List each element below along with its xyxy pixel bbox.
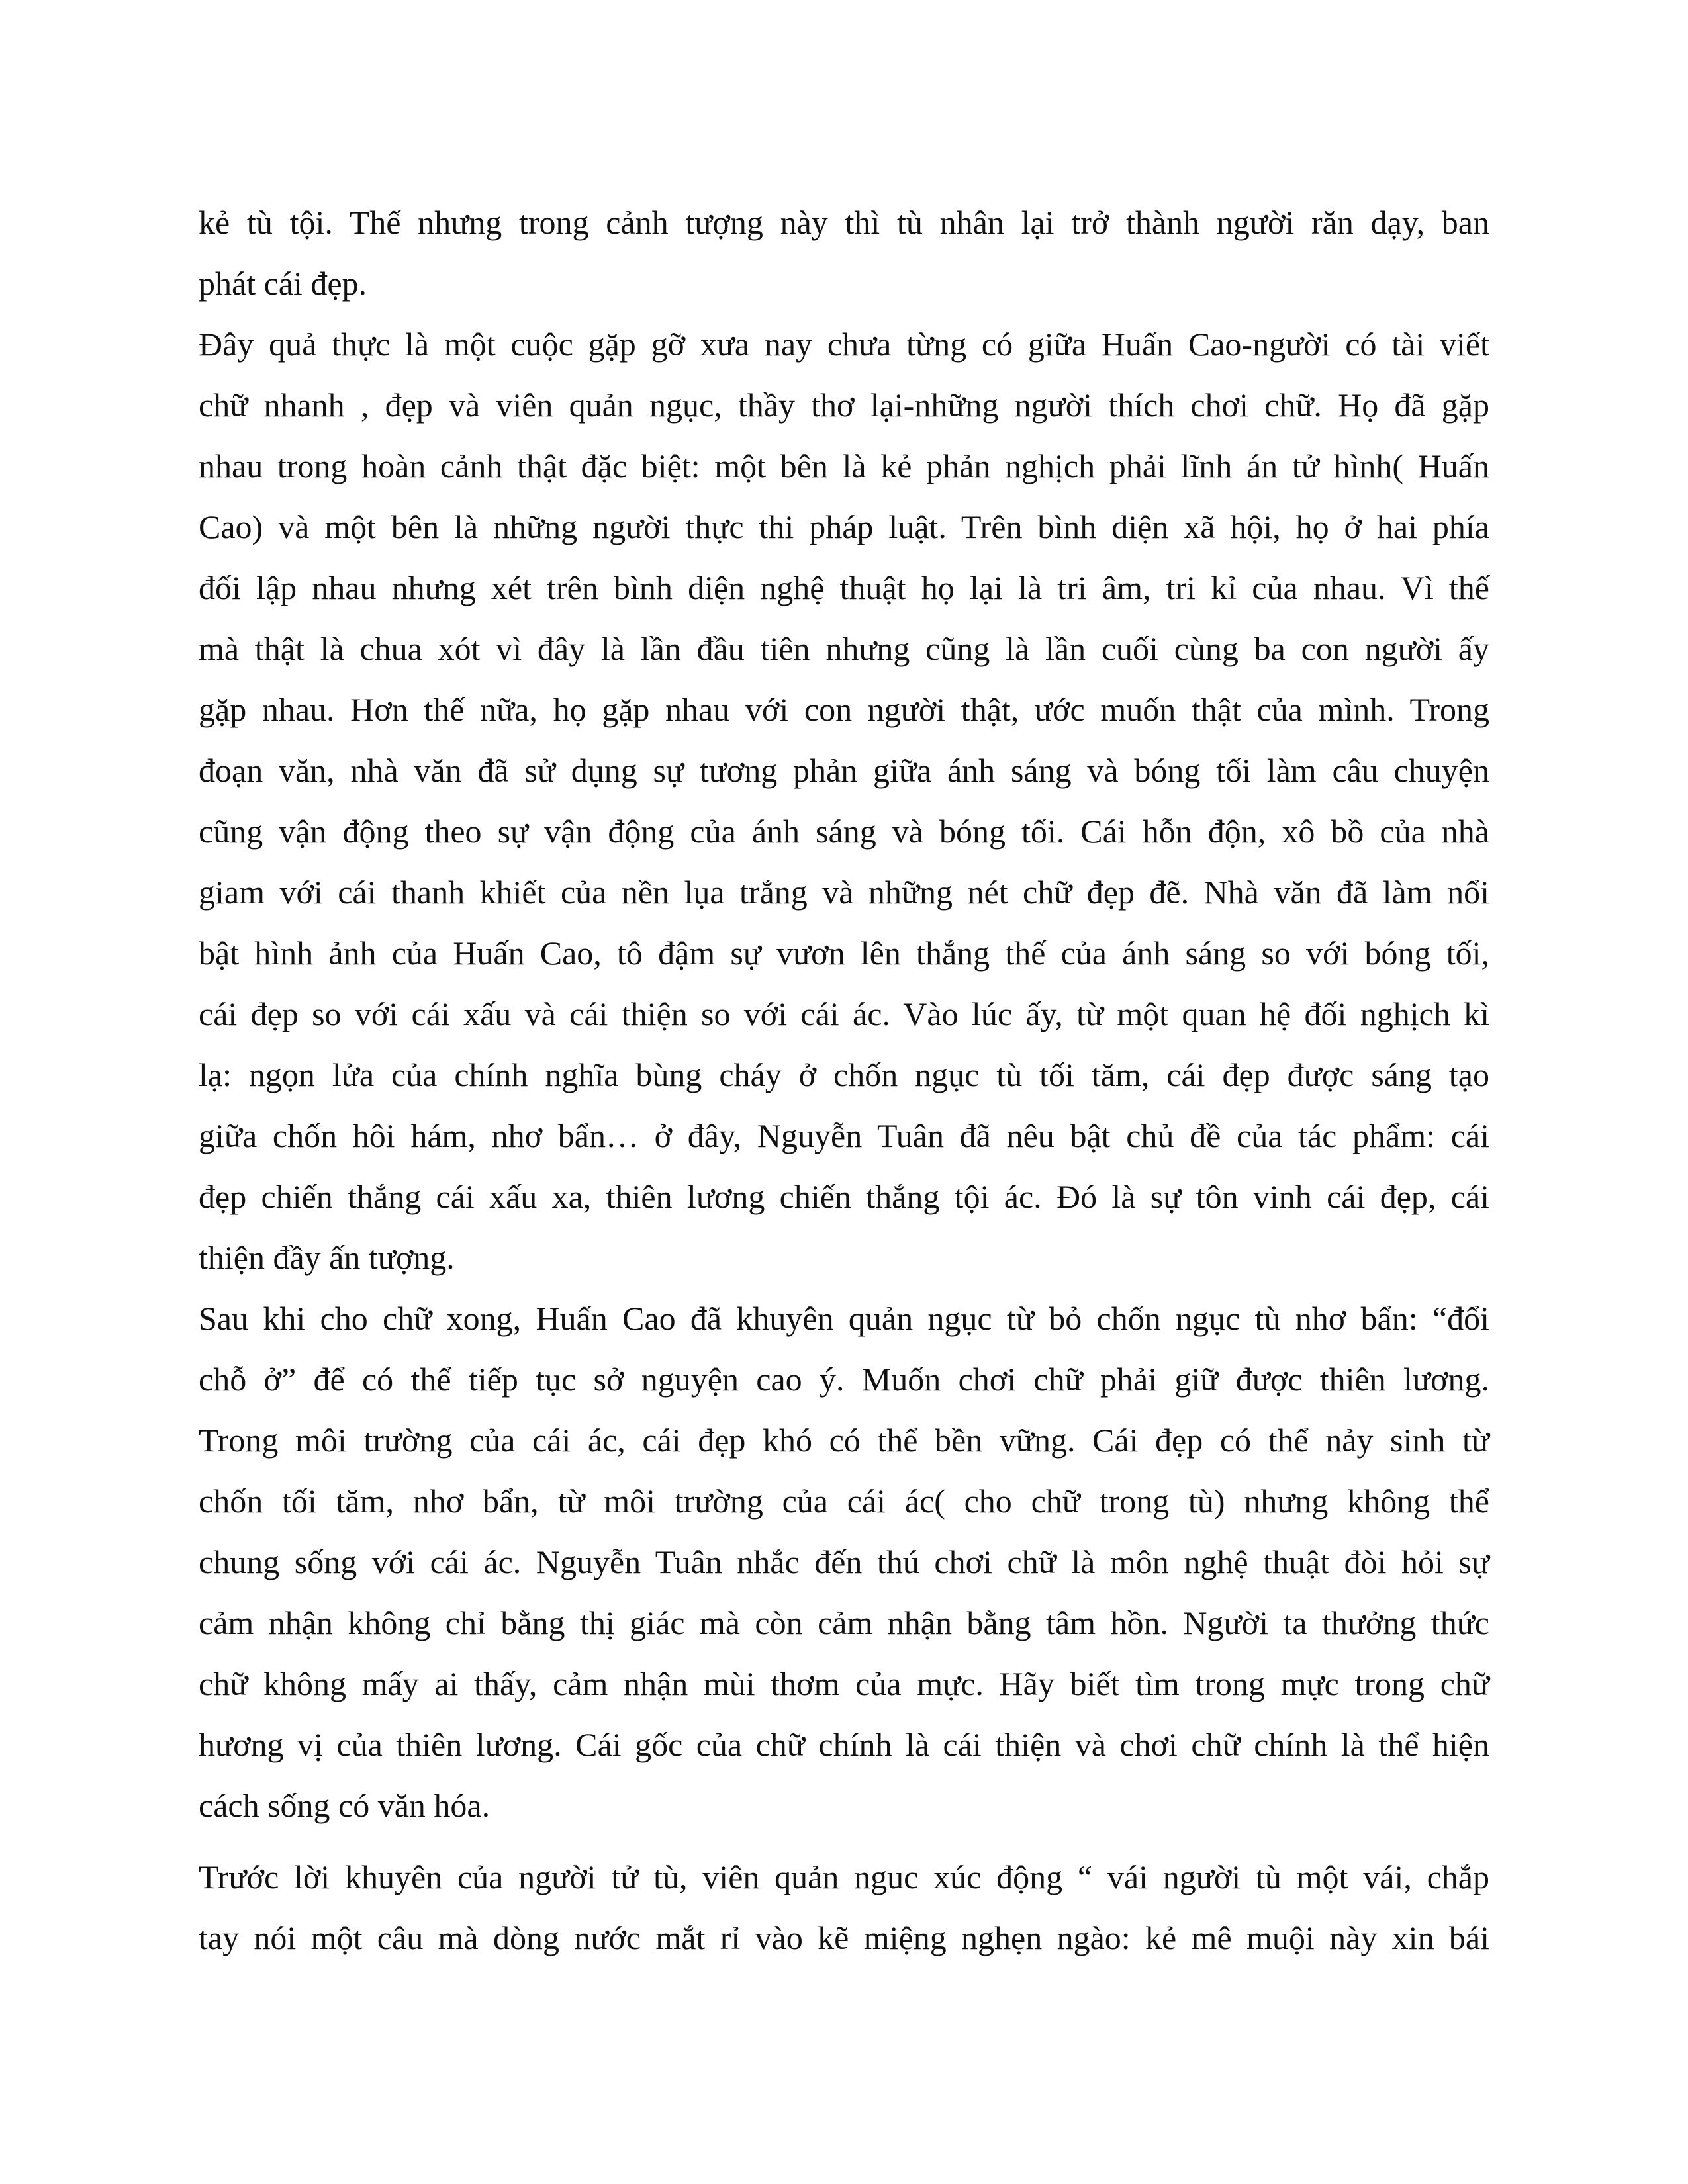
text-line: giam với cái thanh khiết của nền lụa trắng và những nét chữ đẹp đẽ. Nhà văn đã làm nổi — [199, 874, 1489, 911]
text-line: chung sống với cái ác. Nguyễn Tuân nhắc đến thú chơi chữ là môn nghệ thuật đòi hỏi sự — [199, 1543, 1489, 1580]
paragraph-spacer — [199, 1836, 1489, 1846]
text-line: hương vị của thiên lương. Cái gốc của chữ chính là cái thiện và chơi chữ chính là thể hiện — [199, 1726, 1489, 1763]
text-line: đẹp chiến thắng cái xấu xa, thiên lương chiến thắng tội ác. Đó là sự tôn vinh cái đẹp, cái — [199, 1178, 1489, 1215]
text-line: chữ nhanh , đẹp và viên quản ngục, thầy thơ lại-những người thích chơi chữ. Họ đã gặp — [199, 387, 1489, 424]
text-line: cách sống có văn hóa. — [199, 1787, 491, 1824]
paragraph-2 — [199, 314, 1489, 1288]
document-page — [199, 192, 1489, 1968]
text-line: thiện đầy ấn tượng. — [199, 1239, 455, 1276]
text-line: cũng vận động theo sự vận động của ánh sáng và bóng tối. Cái hỗn độn, xô bồ của nhà — [199, 813, 1489, 850]
text-line: tay nói một câu mà dòng nước mắt rỉ vào kẽ miệng nghẹn ngào: kẻ mê muội này xin bái — [199, 1919, 1489, 1956]
paragraph-4 — [199, 1846, 1489, 1968]
text-line: mà thật là chua xót vì đây là lần đầu tiên nhưng cũng là lần cuối cùng ba con người ấy — [199, 630, 1489, 667]
text-line: bật hình ảnh của Huấn Cao, tô đậm sự vươn lên thắng thế của ánh sáng so với bóng tối, — [199, 934, 1489, 972]
text-line: gặp nhau. Hơn thế nữa, họ gặp nhau với con người thật, ước muốn thật của mình. Trong — [199, 691, 1489, 728]
text-line: cảm nhận không chỉ bằng thị giác mà còn cảm nhận bằng tâm hồn. Người ta thưởng thức — [199, 1604, 1489, 1641]
text-line: Đây quả thực là một cuộc gặp gỡ xưa nay chưa từng có giữa Huấn Cao-người có tài viết — [199, 326, 1489, 363]
text-line: giữa chốn hôi hám, nhơ bẩn… ở đây, Nguyễn Tuân đã nêu bật chủ đề của tác phẩm: cái — [199, 1117, 1489, 1154]
text-line: cái đẹp so với cái xấu và cái thiện so với cái ác. Vào lúc ấy, từ một quan hệ đối nghịch kì — [199, 995, 1489, 1032]
text-line: đối lập nhau nhưng xét trên bình diện nghệ thuật họ lại là tri âm, tri kỉ của nhau. Vì thế — [199, 569, 1489, 606]
paragraph-1 — [199, 192, 1489, 314]
text-line: chữ không mấy ai thấy, cảm nhận mùi thơm của mực. Hãy biết tìm trong mực trong chữ — [199, 1665, 1489, 1702]
text-line: đoạn văn, nhà văn đã sử dụng sự tương phản giữa ánh sáng và bóng tối làm câu chuyện — [199, 752, 1489, 789]
text-line: Cao) và một bên là những người thực thi pháp luật. Trên bình diện xã hội, họ ở hai phía — [199, 508, 1489, 545]
text-line: kẻ tù tội. Thế nhưng trong cảnh tượng này thì tù nhân lại trở thành người răn dạy, ban — [199, 204, 1489, 241]
text-line: Trong môi trường của cái ác, cái đẹp khó có thể bền vững. Cái đẹp có thể nảy sinh từ — [199, 1422, 1489, 1459]
text-line: nhau trong hoàn cảnh thật đặc biệt: một bên là kẻ phản nghịch phải lĩnh án tử hình( Huấn — [199, 447, 1489, 484]
text-line: lạ: ngọn lửa của chính nghĩa bùng cháy ở chốn ngục tù tối tăm, cái đẹp được sáng tạo — [199, 1056, 1489, 1093]
text-line: chỗ ở” để có thể tiếp tục sở nguyện cao ý. Muốn chơi chữ phải giữ được thiên lương. — [199, 1361, 1489, 1398]
text-line: Trước lời khuyên của người tử tù, viên quản nguc xúc động “ vái người tù một vái, chắp — [199, 1858, 1489, 1895]
text-line: phát cái đẹp. — [199, 265, 367, 302]
text-line: Sau khi cho chữ xong, Huấn Cao đã khuyên quản ngục từ bỏ chốn ngục tù nhơ bẩn: “đổi — [199, 1300, 1489, 1337]
paragraph-3 — [199, 1288, 1489, 1836]
text-line: chốn tối tăm, nhơ bẩn, từ môi trường của cái ác( cho chữ trong tù) nhưng không thể — [199, 1482, 1489, 1520]
